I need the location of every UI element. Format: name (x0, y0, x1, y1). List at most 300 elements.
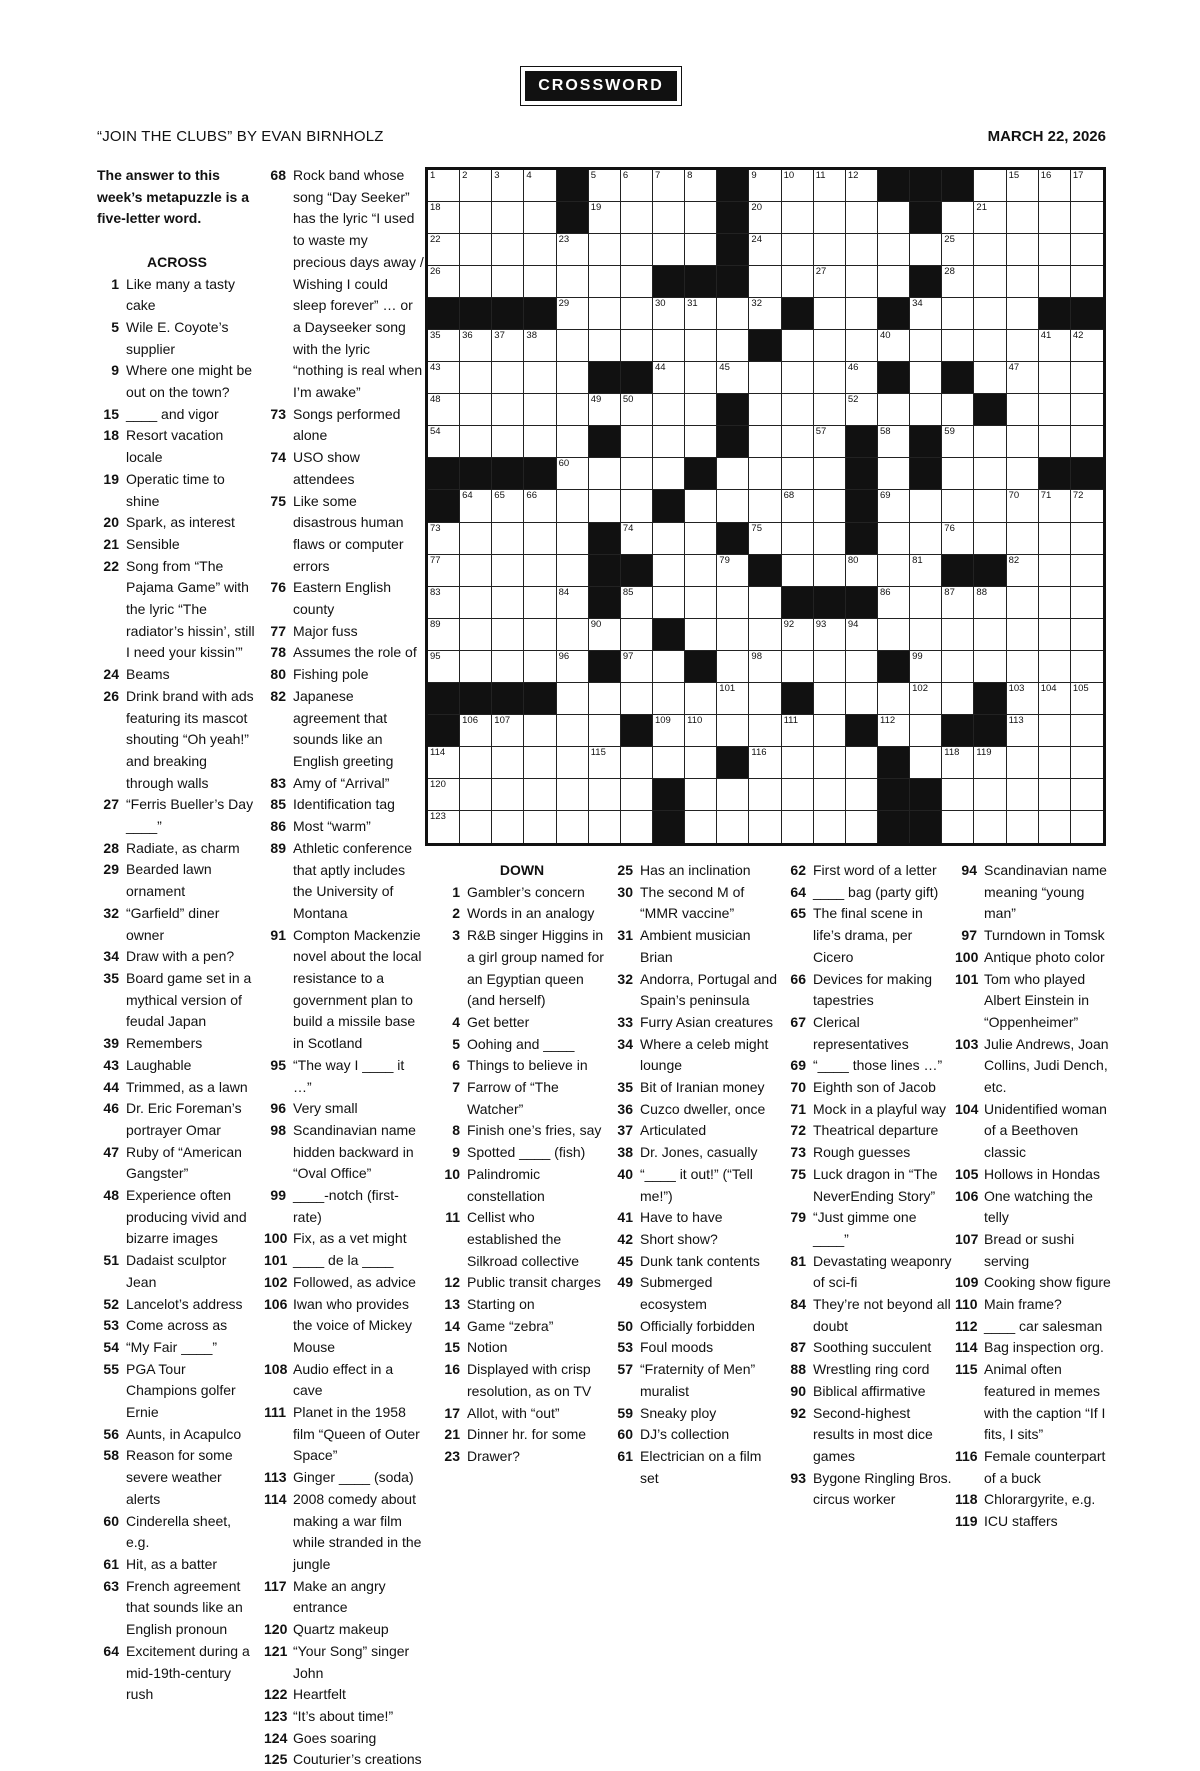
grid-cell[interactable] (524, 555, 556, 587)
grid-cell[interactable] (460, 394, 492, 426)
grid-cell[interactable] (1007, 619, 1039, 651)
grid-cell[interactable] (1071, 779, 1103, 811)
grid-cell[interactable] (492, 747, 524, 779)
grid-cell[interactable] (974, 619, 1006, 651)
grid-cell[interactable] (621, 266, 653, 298)
grid-cell[interactable] (557, 458, 589, 490)
grid-cell[interactable] (621, 234, 653, 266)
grid-cell[interactable] (492, 587, 524, 619)
grid-cell[interactable] (782, 523, 814, 555)
grid-cell[interactable] (814, 458, 846, 490)
grid-cell[interactable] (1039, 811, 1071, 843)
grid-cell[interactable] (589, 394, 621, 426)
grid-cell[interactable] (653, 362, 685, 394)
grid-cell[interactable] (621, 587, 653, 619)
grid-cell[interactable] (782, 170, 814, 202)
grid-cell[interactable] (589, 490, 621, 522)
grid-cell[interactable] (1039, 619, 1071, 651)
grid-cell[interactable] (460, 811, 492, 843)
grid-cell[interactable] (1071, 811, 1103, 843)
grid-cell[interactable] (717, 779, 749, 811)
grid-cell[interactable] (1007, 523, 1039, 555)
grid-cell[interactable] (717, 490, 749, 522)
grid-cell[interactable] (717, 651, 749, 683)
grid-cell[interactable] (717, 555, 749, 587)
grid-cell[interactable] (589, 811, 621, 843)
grid-cell[interactable] (621, 651, 653, 683)
grid-cell[interactable] (492, 426, 524, 458)
grid-cell[interactable] (878, 715, 910, 747)
grid-cell[interactable] (653, 394, 685, 426)
grid-cell[interactable] (717, 715, 749, 747)
grid-cell[interactable] (942, 394, 974, 426)
grid-cell[interactable] (878, 426, 910, 458)
grid-cell[interactable] (653, 458, 685, 490)
grid-cell[interactable] (910, 523, 942, 555)
grid-cell[interactable] (685, 747, 717, 779)
grid-cell[interactable] (589, 779, 621, 811)
grid-cell[interactable] (1071, 683, 1103, 715)
grid-cell[interactable] (1039, 234, 1071, 266)
grid-cell[interactable] (846, 811, 878, 843)
grid-cell[interactable] (589, 747, 621, 779)
grid-cell[interactable] (942, 651, 974, 683)
grid-cell[interactable] (460, 234, 492, 266)
grid-cell[interactable] (557, 298, 589, 330)
grid-cell[interactable] (428, 234, 460, 266)
grid-cell[interactable] (524, 426, 556, 458)
grid-cell[interactable] (524, 587, 556, 619)
grid-cell[interactable] (621, 394, 653, 426)
grid-cell[interactable] (621, 811, 653, 843)
grid-cell[interactable] (492, 490, 524, 522)
grid-cell[interactable] (974, 779, 1006, 811)
grid-cell[interactable] (428, 811, 460, 843)
grid-cell[interactable] (524, 651, 556, 683)
grid-cell[interactable] (653, 747, 685, 779)
grid-cell[interactable] (878, 619, 910, 651)
grid-cell[interactable] (557, 490, 589, 522)
grid-cell[interactable] (974, 587, 1006, 619)
grid-cell[interactable] (524, 266, 556, 298)
grid-cell[interactable] (814, 715, 846, 747)
grid-cell[interactable] (942, 266, 974, 298)
grid-cell[interactable] (653, 715, 685, 747)
grid-cell[interactable] (428, 330, 460, 362)
grid-cell[interactable] (524, 202, 556, 234)
grid-cell[interactable] (524, 362, 556, 394)
grid-cell[interactable] (1039, 330, 1071, 362)
grid-cell[interactable] (814, 298, 846, 330)
grid-cell[interactable] (910, 362, 942, 394)
grid-cell[interactable] (460, 587, 492, 619)
grid-cell[interactable] (621, 170, 653, 202)
grid-cell[interactable] (428, 170, 460, 202)
grid-cell[interactable] (589, 234, 621, 266)
grid-cell[interactable] (1039, 779, 1071, 811)
grid-cell[interactable] (910, 330, 942, 362)
grid-cell[interactable] (524, 811, 556, 843)
grid-cell[interactable] (814, 811, 846, 843)
grid-cell[interactable] (942, 202, 974, 234)
grid-cell[interactable] (846, 683, 878, 715)
grid-cell[interactable] (974, 330, 1006, 362)
grid-cell[interactable] (492, 523, 524, 555)
grid-cell[interactable] (492, 811, 524, 843)
grid-cell[interactable] (749, 202, 781, 234)
grid-cell[interactable] (782, 266, 814, 298)
grid-cell[interactable] (557, 651, 589, 683)
grid-cell[interactable] (910, 234, 942, 266)
grid-cell[interactable] (460, 362, 492, 394)
grid-cell[interactable] (974, 234, 1006, 266)
grid-cell[interactable] (782, 234, 814, 266)
grid-cell[interactable] (685, 811, 717, 843)
grid-cell[interactable] (524, 747, 556, 779)
grid-cell[interactable] (653, 587, 685, 619)
grid-cell[interactable] (621, 523, 653, 555)
grid-cell[interactable] (1007, 715, 1039, 747)
grid-cell[interactable] (1039, 651, 1071, 683)
grid-cell[interactable] (557, 683, 589, 715)
grid-cell[interactable] (1071, 362, 1103, 394)
grid-cell[interactable] (942, 234, 974, 266)
grid-cell[interactable] (814, 266, 846, 298)
grid-cell[interactable] (942, 683, 974, 715)
grid-cell[interactable] (1071, 747, 1103, 779)
grid-cell[interactable] (782, 619, 814, 651)
grid-cell[interactable] (749, 587, 781, 619)
grid-cell[interactable] (782, 490, 814, 522)
grid-cell[interactable] (557, 587, 589, 619)
grid-cell[interactable] (685, 234, 717, 266)
grid-cell[interactable] (428, 779, 460, 811)
grid-cell[interactable] (1071, 523, 1103, 555)
grid-cell[interactable] (557, 619, 589, 651)
grid-cell[interactable] (782, 330, 814, 362)
grid-cell[interactable] (653, 426, 685, 458)
grid-cell[interactable] (492, 266, 524, 298)
grid-cell[interactable] (428, 266, 460, 298)
grid-cell[interactable] (685, 683, 717, 715)
grid-cell[interactable] (460, 651, 492, 683)
grid-cell[interactable] (814, 779, 846, 811)
grid-cell[interactable] (910, 715, 942, 747)
grid-cell[interactable] (460, 523, 492, 555)
grid-cell[interactable] (685, 170, 717, 202)
grid-cell[interactable] (749, 683, 781, 715)
grid-cell[interactable] (428, 202, 460, 234)
grid-cell[interactable] (653, 234, 685, 266)
grid-cell[interactable] (621, 202, 653, 234)
grid-cell[interactable] (589, 202, 621, 234)
grid-cell[interactable] (589, 170, 621, 202)
grid-cell[interactable] (974, 811, 1006, 843)
grid-cell[interactable] (621, 330, 653, 362)
grid-cell[interactable] (846, 619, 878, 651)
grid-cell[interactable] (557, 555, 589, 587)
grid-cell[interactable] (814, 426, 846, 458)
grid-cell[interactable] (782, 202, 814, 234)
grid-cell[interactable] (974, 426, 1006, 458)
grid-cell[interactable] (749, 715, 781, 747)
grid-cell[interactable] (814, 747, 846, 779)
grid-cell[interactable] (685, 362, 717, 394)
grid-cell[interactable] (557, 715, 589, 747)
grid-cell[interactable] (557, 266, 589, 298)
grid-cell[interactable] (524, 170, 556, 202)
grid-cell[interactable] (1071, 426, 1103, 458)
grid-cell[interactable] (557, 362, 589, 394)
grid-cell[interactable] (1007, 426, 1039, 458)
grid-cell[interactable] (653, 555, 685, 587)
grid-cell[interactable] (1039, 715, 1071, 747)
grid-cell[interactable] (428, 394, 460, 426)
grid-cell[interactable] (492, 202, 524, 234)
grid-cell[interactable] (685, 779, 717, 811)
grid-cell[interactable] (653, 202, 685, 234)
grid-cell[interactable] (749, 747, 781, 779)
grid-cell[interactable] (814, 394, 846, 426)
grid-cell[interactable] (749, 266, 781, 298)
grid-cell[interactable] (1071, 330, 1103, 362)
grid-cell[interactable] (621, 619, 653, 651)
grid-cell[interactable] (460, 715, 492, 747)
grid-cell[interactable] (621, 490, 653, 522)
grid-cell[interactable] (878, 458, 910, 490)
grid-cell[interactable] (685, 426, 717, 458)
grid-cell[interactable] (685, 587, 717, 619)
grid-cell[interactable] (460, 490, 492, 522)
grid-cell[interactable] (428, 523, 460, 555)
grid-cell[interactable] (814, 619, 846, 651)
grid-cell[interactable] (653, 523, 685, 555)
grid-cell[interactable] (492, 651, 524, 683)
grid-cell[interactable] (749, 458, 781, 490)
grid-cell[interactable] (460, 619, 492, 651)
grid-cell[interactable] (460, 426, 492, 458)
grid-cell[interactable] (653, 651, 685, 683)
grid-cell[interactable] (557, 426, 589, 458)
grid-cell[interactable] (910, 683, 942, 715)
grid-cell[interactable] (749, 490, 781, 522)
grid-cell[interactable] (524, 490, 556, 522)
grid-cell[interactable] (685, 523, 717, 555)
grid-cell[interactable] (782, 651, 814, 683)
grid-cell[interactable] (717, 458, 749, 490)
grid-cell[interactable] (974, 747, 1006, 779)
grid-cell[interactable] (1039, 266, 1071, 298)
grid-cell[interactable] (1071, 202, 1103, 234)
grid-cell[interactable] (1007, 170, 1039, 202)
grid-cell[interactable] (1071, 587, 1103, 619)
grid-cell[interactable] (814, 490, 846, 522)
grid-cell[interactable] (846, 362, 878, 394)
grid-cell[interactable] (910, 747, 942, 779)
grid-cell[interactable] (1039, 170, 1071, 202)
grid-cell[interactable] (1039, 523, 1071, 555)
grid-cell[interactable] (460, 779, 492, 811)
grid-cell[interactable] (749, 362, 781, 394)
grid-cell[interactable] (557, 394, 589, 426)
grid-cell[interactable] (1039, 426, 1071, 458)
grid-cell[interactable] (589, 619, 621, 651)
grid-cell[interactable] (1007, 330, 1039, 362)
grid-cell[interactable] (749, 426, 781, 458)
grid-cell[interactable] (460, 170, 492, 202)
grid-cell[interactable] (942, 523, 974, 555)
grid-cell[interactable] (974, 298, 1006, 330)
grid-cell[interactable] (1039, 362, 1071, 394)
grid-cell[interactable] (1071, 555, 1103, 587)
grid-cell[interactable] (557, 779, 589, 811)
grid-cell[interactable] (557, 811, 589, 843)
grid-cell[interactable] (974, 266, 1006, 298)
grid-cell[interactable] (428, 555, 460, 587)
grid-cell[interactable] (782, 426, 814, 458)
grid-cell[interactable] (492, 394, 524, 426)
grid-cell[interactable] (1071, 651, 1103, 683)
grid-cell[interactable] (621, 298, 653, 330)
grid-cell[interactable] (846, 330, 878, 362)
grid-cell[interactable] (1007, 587, 1039, 619)
grid-cell[interactable] (1007, 202, 1039, 234)
grid-cell[interactable] (685, 715, 717, 747)
grid-cell[interactable] (1007, 298, 1039, 330)
grid-cell[interactable] (621, 779, 653, 811)
grid-cell[interactable] (1039, 202, 1071, 234)
grid-cell[interactable] (1071, 619, 1103, 651)
grid-cell[interactable] (846, 747, 878, 779)
grid-cell[interactable] (878, 490, 910, 522)
grid-cell[interactable] (685, 330, 717, 362)
grid-cell[interactable] (846, 779, 878, 811)
grid-cell[interactable] (1007, 234, 1039, 266)
grid-cell[interactable] (621, 683, 653, 715)
grid-cell[interactable] (685, 394, 717, 426)
grid-cell[interactable] (749, 619, 781, 651)
grid-cell[interactable] (1039, 490, 1071, 522)
grid-cell[interactable] (1071, 234, 1103, 266)
grid-cell[interactable] (749, 298, 781, 330)
grid-cell[interactable] (492, 619, 524, 651)
grid-cell[interactable] (942, 619, 974, 651)
grid-cell[interactable] (1007, 490, 1039, 522)
grid-cell[interactable] (557, 523, 589, 555)
grid-cell[interactable] (1039, 555, 1071, 587)
grid-cell[interactable] (878, 523, 910, 555)
grid-cell[interactable] (749, 394, 781, 426)
grid-cell[interactable] (621, 747, 653, 779)
grid-cell[interactable] (782, 811, 814, 843)
grid-cell[interactable] (621, 426, 653, 458)
grid-cell[interactable] (717, 811, 749, 843)
grid-cell[interactable] (974, 362, 1006, 394)
grid-cell[interactable] (717, 683, 749, 715)
grid-cell[interactable] (1071, 490, 1103, 522)
grid-cell[interactable] (814, 234, 846, 266)
grid-cell[interactable] (749, 779, 781, 811)
grid-cell[interactable] (846, 298, 878, 330)
grid-cell[interactable] (942, 587, 974, 619)
grid-cell[interactable] (749, 651, 781, 683)
grid-cell[interactable] (974, 202, 1006, 234)
grid-cell[interactable] (878, 683, 910, 715)
grid-cell[interactable] (782, 747, 814, 779)
grid-cell[interactable] (782, 362, 814, 394)
grid-cell[interactable] (1007, 266, 1039, 298)
grid-cell[interactable] (974, 523, 1006, 555)
grid-cell[interactable] (910, 651, 942, 683)
grid-cell[interactable] (814, 651, 846, 683)
grid-cell[interactable] (814, 202, 846, 234)
grid-cell[interactable] (910, 555, 942, 587)
grid-cell[interactable] (1071, 170, 1103, 202)
grid-cell[interactable] (524, 330, 556, 362)
grid-cell[interactable] (428, 747, 460, 779)
grid-cell[interactable] (1071, 266, 1103, 298)
grid-cell[interactable] (814, 555, 846, 587)
grid-cell[interactable] (1007, 394, 1039, 426)
grid-cell[interactable] (589, 715, 621, 747)
grid-cell[interactable] (910, 619, 942, 651)
grid-cell[interactable] (492, 555, 524, 587)
grid-cell[interactable] (428, 426, 460, 458)
grid-cell[interactable] (492, 330, 524, 362)
grid-cell[interactable] (717, 362, 749, 394)
grid-cell[interactable] (428, 619, 460, 651)
grid-cell[interactable] (846, 394, 878, 426)
grid-cell[interactable] (878, 234, 910, 266)
grid-cell[interactable] (846, 266, 878, 298)
grid-cell[interactable] (557, 234, 589, 266)
grid-cell[interactable] (621, 458, 653, 490)
grid-cell[interactable] (814, 362, 846, 394)
grid-cell[interactable] (685, 555, 717, 587)
grid-cell[interactable] (524, 619, 556, 651)
grid-cell[interactable] (717, 619, 749, 651)
grid-cell[interactable] (846, 555, 878, 587)
grid-cell[interactable] (878, 394, 910, 426)
grid-cell[interactable] (749, 234, 781, 266)
grid-cell[interactable] (910, 298, 942, 330)
grid-cell[interactable] (1007, 747, 1039, 779)
grid-cell[interactable] (910, 490, 942, 522)
grid-cell[interactable] (814, 170, 846, 202)
grid-cell[interactable] (1007, 458, 1039, 490)
grid-cell[interactable] (1039, 683, 1071, 715)
grid-cell[interactable] (782, 555, 814, 587)
grid-cell[interactable] (814, 523, 846, 555)
grid-cell[interactable] (878, 202, 910, 234)
grid-cell[interactable] (460, 202, 492, 234)
grid-cell[interactable] (492, 715, 524, 747)
grid-cell[interactable] (1039, 747, 1071, 779)
grid-cell[interactable] (685, 619, 717, 651)
grid-cell[interactable] (557, 747, 589, 779)
grid-cell[interactable] (589, 298, 621, 330)
grid-cell[interactable] (524, 523, 556, 555)
grid-cell[interactable] (782, 715, 814, 747)
grid-cell[interactable] (749, 811, 781, 843)
grid-cell[interactable] (524, 715, 556, 747)
grid-cell[interactable] (685, 298, 717, 330)
grid-cell[interactable] (878, 587, 910, 619)
grid-cell[interactable] (717, 587, 749, 619)
grid-cell[interactable] (653, 298, 685, 330)
grid-cell[interactable] (492, 362, 524, 394)
grid-cell[interactable] (878, 555, 910, 587)
